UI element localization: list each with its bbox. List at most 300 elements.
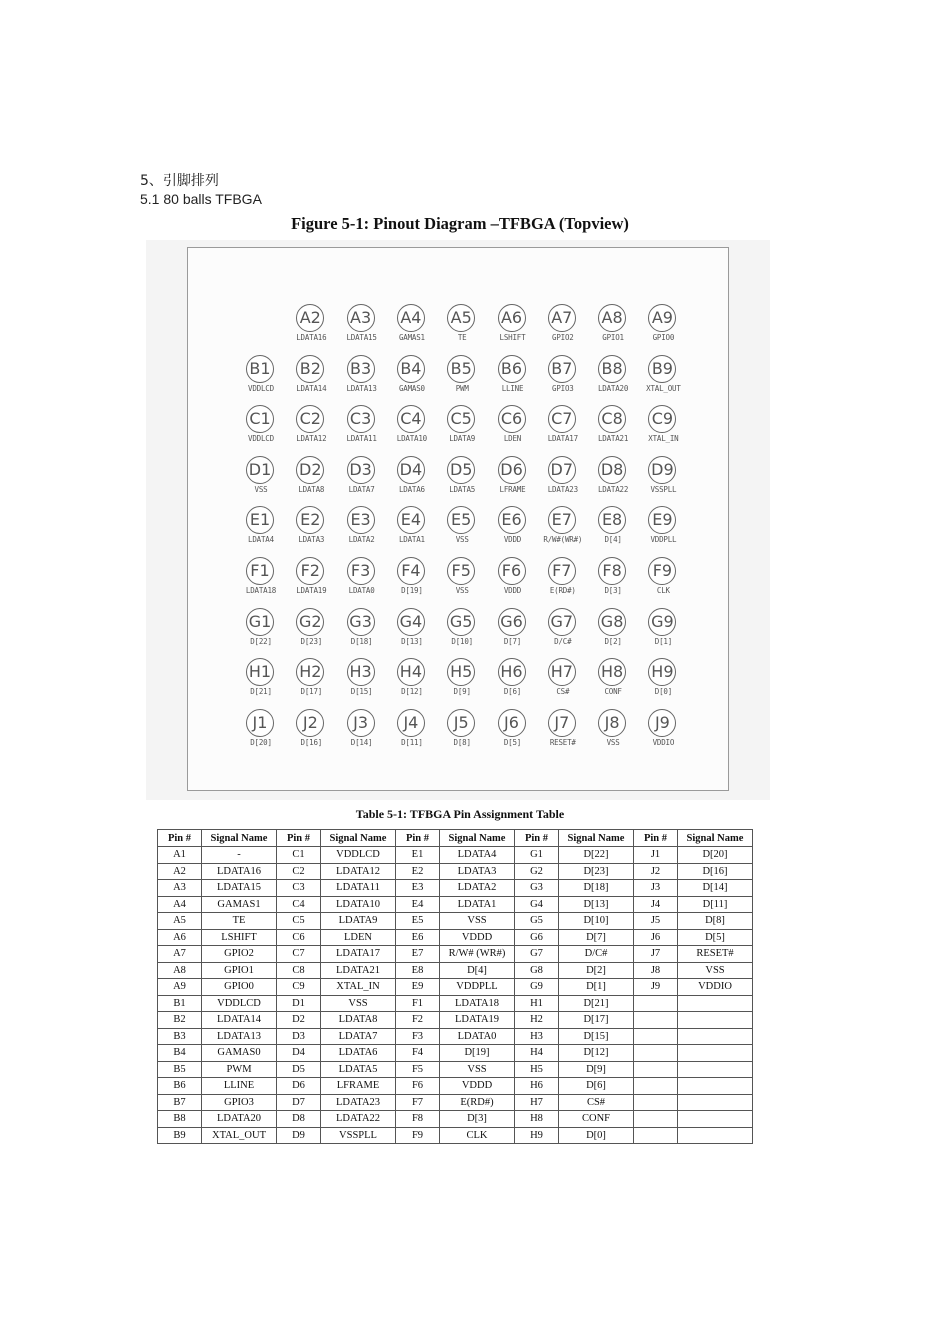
ball-signal: XTAL_IN [648, 434, 679, 444]
ball-id: G3 [347, 608, 375, 636]
table-row [158, 1078, 753, 1095]
ball-signal: LDATA11 [346, 434, 377, 444]
ball-a5 [437, 304, 487, 354]
ball-j6 [488, 709, 538, 759]
table-body [158, 847, 753, 1144]
ball-signal: D[10] [451, 636, 473, 646]
pin-cell: B5 [158, 1061, 202, 1078]
signal-cell: D[21] [559, 995, 634, 1012]
ball-signal: LDATA6 [398, 484, 425, 494]
table-row [158, 995, 753, 1012]
subsection-heading: 5.1 80 balls TFBGA [140, 191, 262, 207]
ball-e3 [337, 506, 387, 556]
pin-cell: F1 [396, 995, 440, 1012]
ball-id: F8 [598, 557, 626, 585]
ball-c1 [236, 405, 286, 455]
ball-a8 [588, 304, 638, 354]
ball-b9 [638, 355, 688, 405]
pin-cell: G9 [515, 979, 559, 996]
signal-cell: LDATA9 [321, 913, 396, 930]
pin-cell: E2 [396, 863, 440, 880]
signal-cell: - [202, 847, 277, 864]
ball-g2 [286, 608, 336, 658]
ball-signal: VDDD [503, 586, 522, 595]
ball-signal: LDATA17 [547, 434, 578, 444]
ball-signal: GPIO0 [652, 333, 675, 342]
signal-cell: LDATA3 [440, 863, 515, 880]
ball-d9 [638, 456, 688, 506]
ball-f1 [236, 557, 286, 607]
signal-cell: GPIO3 [202, 1094, 277, 1111]
ball-id: C7 [548, 405, 576, 433]
ball-b8 [588, 355, 638, 405]
table-row [158, 1127, 753, 1144]
ball-signal: GAMAS0 [398, 383, 425, 393]
ball-g5 [437, 608, 487, 658]
ball-signal: VSS [455, 586, 469, 595]
signal-cell: VDDD [440, 1078, 515, 1095]
ball-c7 [538, 405, 588, 455]
signal-cell [678, 1078, 753, 1095]
ball-signal: LDATA4 [248, 535, 274, 545]
pin-cell: H1 [515, 995, 559, 1012]
pin-cell: G7 [515, 946, 559, 963]
ball-signal: D[5] [503, 737, 522, 747]
table-row [158, 1028, 753, 1045]
signal-cell: LDATA11 [321, 880, 396, 897]
header-pin: Pin # [158, 830, 202, 847]
table-title: Table 5-1: TFBGA Pin Assignment Table [355, 807, 565, 821]
pin-cell: E8 [396, 962, 440, 979]
ball-f3 [337, 557, 387, 607]
ball-id: B7 [548, 355, 576, 383]
signal-cell: LDATA13 [202, 1028, 277, 1045]
signal-cell: D[10] [559, 913, 634, 930]
header-pin: Pin # [634, 830, 678, 847]
ball-c5 [437, 405, 487, 455]
ball-e5 [437, 506, 487, 556]
ball-id: C9 [648, 405, 676, 433]
ball-g4 [387, 608, 437, 658]
pin-cell: E5 [396, 913, 440, 930]
pin-cell: J1 [634, 847, 678, 864]
pin-assignment-table-wrap [157, 829, 753, 1144]
ball-g9 [638, 608, 688, 658]
signal-cell: LDATA4 [440, 847, 515, 864]
pin-cell [634, 1094, 678, 1111]
pin-cell: E4 [396, 896, 440, 913]
ball-id: G5 [447, 608, 475, 636]
ball-id: G4 [397, 608, 425, 636]
signal-cell: D[3] [440, 1111, 515, 1128]
signal-cell: GPIO1 [202, 962, 277, 979]
pin-cell: H6 [515, 1078, 559, 1095]
ball-signal: VDDIO [652, 737, 675, 747]
signal-cell: D[19] [440, 1045, 515, 1062]
ball-id: A3 [347, 304, 375, 332]
signal-cell [678, 1094, 753, 1111]
ball-signal: LFRAME [499, 484, 526, 494]
ball-signal: D[21] [250, 687, 272, 697]
ball-signal: LDATA23 [547, 484, 578, 494]
ball-b5 [437, 355, 487, 405]
signal-cell: D[1] [559, 979, 634, 996]
signal-cell: LDATA10 [321, 896, 396, 913]
ball-signal: LDATA19 [296, 586, 327, 595]
pin-cell: C6 [277, 929, 321, 946]
ball-id: A9 [648, 304, 676, 332]
pin-cell: C2 [277, 863, 321, 880]
signal-cell: D[17] [559, 1012, 634, 1029]
ball-id: H4 [397, 658, 425, 686]
ball-e7 [538, 506, 588, 556]
ball-id: E7 [548, 506, 576, 534]
ball-e6 [488, 506, 538, 556]
pin-cell: G4 [515, 896, 559, 913]
pin-cell: D1 [277, 995, 321, 1012]
ball-id: B4 [397, 355, 425, 383]
signal-cell: CS# [559, 1094, 634, 1111]
pin-cell: E3 [396, 880, 440, 897]
ball-signal: VDDPLL [650, 535, 677, 545]
ball-d4 [387, 456, 437, 506]
signal-cell: D[23] [559, 863, 634, 880]
pin-cell: A3 [158, 880, 202, 897]
ball-id: E5 [447, 506, 475, 534]
ball-signal: LDATA16 [296, 333, 327, 342]
ball-b7 [538, 355, 588, 405]
ball-id: A5 [447, 304, 475, 332]
ball-signal: D[4] [604, 535, 622, 545]
table-row [158, 1111, 753, 1128]
ball-c3 [337, 405, 387, 455]
ball-id: E2 [296, 506, 324, 534]
ball-id: C2 [296, 405, 324, 433]
signal-cell: D[9] [559, 1061, 634, 1078]
pin-cell: J9 [634, 979, 678, 996]
ball-signal: VSS [455, 535, 469, 545]
ball-id: F7 [548, 557, 576, 585]
pin-cell: D3 [277, 1028, 321, 1045]
signal-cell: LDATA16 [202, 863, 277, 880]
pin-cell: F8 [396, 1111, 440, 1128]
signal-cell: LDATA0 [440, 1028, 515, 1045]
ball-b1 [236, 355, 286, 405]
ball-signal: R/W#(WR#) [543, 535, 583, 545]
ball-id: F9 [648, 557, 676, 585]
signal-cell: CONF [559, 1111, 634, 1128]
table-row [158, 979, 753, 996]
ball-id: F2 [296, 557, 324, 585]
signal-cell: XTAL_IN [321, 979, 396, 996]
ball-id: B3 [347, 355, 375, 383]
pin-cell: F2 [396, 1012, 440, 1029]
ball-id: J3 [347, 709, 375, 737]
pin-cell: B8 [158, 1111, 202, 1128]
pin-cell: B4 [158, 1045, 202, 1062]
pin-cell: C8 [277, 962, 321, 979]
ball-id: J8 [598, 709, 626, 737]
ball-signal: D[18] [350, 636, 373, 646]
signal-cell: LDATA21 [321, 962, 396, 979]
ball-signal: D[22] [250, 636, 272, 646]
ball-signal: CONF [604, 687, 622, 697]
ball-id: G2 [296, 608, 324, 636]
pin-cell: B1 [158, 995, 202, 1012]
ball-signal: LDATA3 [298, 535, 325, 545]
ball-d6 [488, 456, 538, 506]
ball-b2 [286, 355, 336, 405]
pin-cell: C7 [277, 946, 321, 963]
ball-j4 [387, 709, 437, 759]
ball-c9 [638, 405, 688, 455]
ball-id: B1 [246, 355, 274, 383]
signal-cell: VSS [440, 913, 515, 930]
pin-cell: A6 [158, 929, 202, 946]
ball-signal: VSS [606, 737, 620, 747]
pin-cell: B9 [158, 1127, 202, 1144]
signal-cell: GPIO2 [202, 946, 277, 963]
ball-signal: LDATA20 [597, 383, 629, 393]
ball-signal: D[11] [401, 737, 423, 747]
signal-cell: LDATA5 [321, 1061, 396, 1078]
ball-c8 [588, 405, 638, 455]
ball-signal: LDATA9 [449, 434, 476, 444]
signal-cell: LDATA19 [440, 1012, 515, 1029]
ball-h4 [387, 658, 437, 708]
ball-signal: D[23] [300, 636, 323, 646]
signal-cell: D[14] [678, 880, 753, 897]
header-signal: Signal Name [202, 830, 277, 847]
ball-signal: VDDLCD [248, 383, 274, 393]
pin-cell: D4 [277, 1045, 321, 1062]
pin-cell: F7 [396, 1094, 440, 1111]
signal-cell: D[15] [559, 1028, 634, 1045]
signal-cell: D[11] [678, 896, 753, 913]
ball-id: C3 [347, 405, 375, 433]
ball-signal: GPIO3 [552, 383, 574, 393]
pin-cell: G6 [515, 929, 559, 946]
pin-cell: F4 [396, 1045, 440, 1062]
ball-signal: LDATA7 [348, 484, 375, 494]
ball-g6 [488, 608, 538, 658]
pin-cell [634, 1111, 678, 1128]
ball-id: C1 [246, 405, 274, 433]
ball-id: H8 [598, 658, 626, 686]
ball-g8 [588, 608, 638, 658]
ball-signal: VDDLCD [248, 434, 274, 444]
pin-cell: A5 [158, 913, 202, 930]
ball-signal: D[3] [604, 586, 622, 595]
pin-cell: B2 [158, 1012, 202, 1029]
ball-c4 [387, 405, 437, 455]
ball-id: E1 [246, 506, 274, 534]
ball-f7 [538, 557, 588, 607]
ball-h8 [588, 658, 638, 708]
ball-d1 [236, 456, 286, 506]
pin-cell: D6 [277, 1078, 321, 1095]
ball-id: D7 [548, 456, 576, 484]
ball-signal: D[17] [300, 687, 323, 697]
ball-signal: LDATA13 [346, 383, 377, 393]
ball-id: H5 [447, 658, 475, 686]
signal-cell [678, 995, 753, 1012]
ball-id: D1 [246, 456, 274, 484]
pin-cell [634, 1061, 678, 1078]
header-pin: Pin # [277, 830, 321, 847]
ball-id: E9 [648, 506, 676, 534]
ball-signal: LDEN [503, 434, 522, 444]
signal-cell: D[22] [559, 847, 634, 864]
ball-id: A4 [397, 304, 425, 332]
signal-cell: VDDLCD [202, 995, 277, 1012]
pin-cell: E7 [396, 946, 440, 963]
pin-cell: F6 [396, 1078, 440, 1095]
signal-cell [678, 1127, 753, 1144]
pin-cell: B6 [158, 1078, 202, 1095]
pin-cell: H8 [515, 1111, 559, 1128]
ball-id: B9 [648, 355, 676, 383]
ball-a6 [488, 304, 538, 354]
ball-a2 [286, 304, 336, 354]
ball-id: B8 [598, 355, 626, 383]
ball-signal: LDATA1 [398, 535, 425, 545]
signal-cell: D[12] [559, 1045, 634, 1062]
ball-signal: LDATA5 [449, 484, 476, 494]
pin-cell: J5 [634, 913, 678, 930]
ball-signal: LDATA2 [348, 535, 375, 545]
signal-cell: D[13] [559, 896, 634, 913]
ball-f8 [588, 557, 638, 607]
ball-id: J9 [648, 709, 676, 737]
ball-id: A8 [598, 304, 626, 332]
signal-cell: GAMAS1 [202, 896, 277, 913]
pin-cell: F9 [396, 1127, 440, 1144]
table-row [158, 1061, 753, 1078]
signal-cell: LSHIFT [202, 929, 277, 946]
ball-id: J5 [447, 709, 475, 737]
ball-id: C4 [397, 405, 425, 433]
ball-id: G7 [548, 608, 576, 636]
signal-cell [678, 1061, 753, 1078]
ball-h3 [337, 658, 387, 708]
ball-e1 [236, 506, 286, 556]
ball-a3 [337, 304, 387, 354]
signal-cell: VSS [321, 995, 396, 1012]
header-signal: Signal Name [321, 830, 396, 847]
ball-signal: D[2] [604, 636, 622, 646]
signal-cell: LDATA2 [440, 880, 515, 897]
table-row [158, 946, 753, 963]
ball-signal: LDATA10 [396, 434, 427, 444]
pin-cell: C3 [277, 880, 321, 897]
signal-cell: TE [202, 913, 277, 930]
header-signal: Signal Name [678, 830, 753, 847]
ball-id: D9 [648, 456, 676, 484]
pin-cell: D7 [277, 1094, 321, 1111]
ball-a9 [638, 304, 688, 354]
signal-cell: VDDIO [678, 979, 753, 996]
signal-cell: D[2] [559, 962, 634, 979]
ball-h5 [437, 658, 487, 708]
ball-id: G9 [648, 608, 676, 636]
ball-id: H3 [347, 658, 375, 686]
ball-id: J6 [498, 709, 526, 737]
signal-cell: D[7] [559, 929, 634, 946]
pin-cell: G3 [515, 880, 559, 897]
pin-cell: C5 [277, 913, 321, 930]
ball-signal: VDDD [503, 535, 522, 545]
ball-signal: TE [457, 333, 467, 342]
ball-b6 [488, 355, 538, 405]
ball-e4 [387, 506, 437, 556]
pin-cell: J3 [634, 880, 678, 897]
signal-cell: LDATA7 [321, 1028, 396, 1045]
ball-signal: D[8] [453, 737, 471, 747]
table-row [158, 929, 753, 946]
signal-cell: VDDPLL [440, 979, 515, 996]
pin-cell: A1 [158, 847, 202, 864]
pin-cell: C1 [277, 847, 321, 864]
ball-id: F4 [397, 557, 425, 585]
ball-id: H1 [246, 658, 274, 686]
ball-id: A7 [548, 304, 576, 332]
ball-signal: D[20] [250, 737, 272, 747]
signal-cell: VDDLCD [321, 847, 396, 864]
ball-signal: RESET# [549, 737, 576, 747]
ball-f6 [488, 557, 538, 607]
ball-signal: D[7] [503, 636, 522, 646]
table-row [158, 962, 753, 979]
ball-f9 [638, 557, 688, 607]
ball-id: A2 [296, 304, 324, 332]
signal-cell: LDATA12 [321, 863, 396, 880]
ball-id: E8 [598, 506, 626, 534]
signal-cell: D[4] [440, 962, 515, 979]
ball-b4 [387, 355, 437, 405]
signal-cell: VSSPLL [321, 1127, 396, 1144]
ball-signal: D[0] [654, 687, 673, 697]
ball-signal: VSS [254, 484, 268, 494]
signal-cell: LDATA14 [202, 1012, 277, 1029]
header-signal: Signal Name [440, 830, 515, 847]
table-row [158, 847, 753, 864]
pin-cell: J8 [634, 962, 678, 979]
ball-signal: LDATA14 [296, 383, 327, 393]
signal-cell: CLK [440, 1127, 515, 1144]
ball-h2 [286, 658, 336, 708]
pin-cell: E9 [396, 979, 440, 996]
ball-g3 [337, 608, 387, 658]
signal-cell: PWM [202, 1061, 277, 1078]
ball-h7 [538, 658, 588, 708]
ball-j1 [236, 709, 286, 759]
pin-cell: B7 [158, 1094, 202, 1111]
ball-id: A6 [498, 304, 526, 332]
ball-signal: D[1] [654, 636, 673, 646]
ball-signal: LDATA12 [296, 434, 327, 444]
ball-id: H6 [498, 658, 526, 686]
ball-signal: LDATA18 [245, 586, 277, 595]
pin-cell: J4 [634, 896, 678, 913]
ball-signal: D[6] [503, 687, 522, 697]
signal-cell: D[16] [678, 863, 753, 880]
ball-id: D8 [598, 456, 626, 484]
signal-cell: D[5] [678, 929, 753, 946]
table-row [158, 1045, 753, 1062]
ball-f4 [387, 557, 437, 607]
signal-cell: D[8] [678, 913, 753, 930]
